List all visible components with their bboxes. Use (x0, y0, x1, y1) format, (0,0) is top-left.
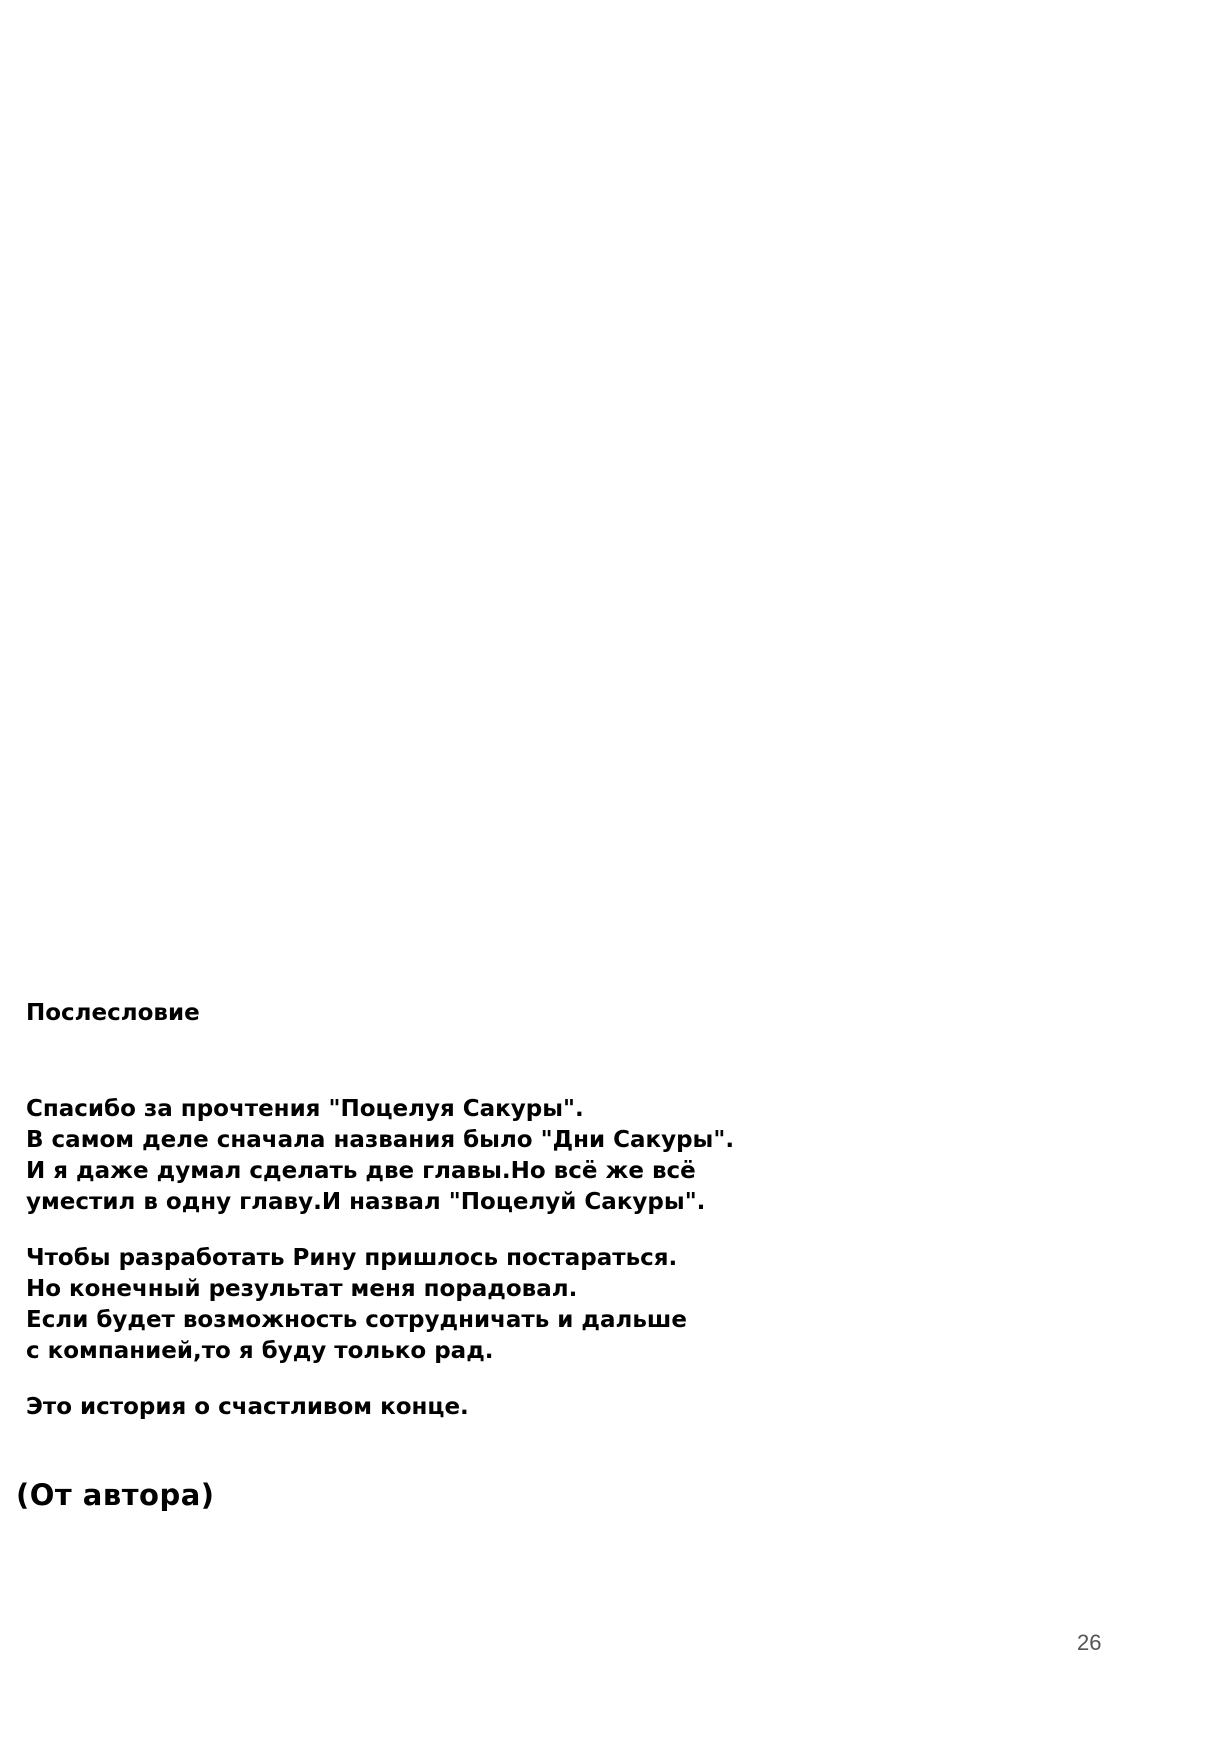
petal-highlight (740, 440, 773, 455)
sakura-petal (480, 730, 620, 870)
petal-highlight (1046, 496, 1078, 510)
sakura-petal (635, 715, 775, 855)
sakura-petal (780, 0, 1020, 195)
petal-highlight (353, 653, 380, 665)
sakura-petal (562, 52, 738, 228)
petal-highlight (168, 63, 195, 75)
afterword-paragraph-1: Спасибо за прочтения "Поцелуя Сакуры". В самом деле сначала названия было "Дни Сакуры". И я даже думал сделать две главы.Но всё же всё уместил в одну главу.И назвал "Поцелуй Сакуры". (26, 1096, 735, 1215)
petal-highlight (591, 631, 620, 644)
sakura-petal (998, 133, 1182, 317)
sakura-petal (995, 445, 1175, 625)
petal-highlight (150, 360, 183, 375)
sakura-petal (365, 290, 575, 500)
sakura-petal (840, 480, 1000, 640)
petal-highlight (612, 102, 644, 116)
afterword-paragraph-2: Чтобы разработать Рину пришлось постараться. Но конечный результат меня порадовал. Если будет возможность сотрудничать и дальше с компанией,то я буду только рад. (26, 1245, 687, 1364)
sakura-petal (680, 545, 830, 695)
petal-highlight (3, 523, 25, 533)
petal-highlight (520, 770, 545, 781)
sakura-petal (75, 680, 255, 860)
petal-highlight (191, 531, 223, 545)
sakura-petal (125, 20, 275, 170)
petal-highlight (891, 671, 923, 685)
author-signature: (От автора) (16, 1478, 215, 1512)
petal-highlight (23, 653, 45, 663)
petal-highlight (844, 299, 883, 316)
page-number: 26 (1077, 1630, 1102, 1655)
petal-highlight (425, 350, 463, 367)
afterword-paragraph-3: Это история о счастливом конце. (26, 1394, 469, 1420)
petal-highlight (264, 574, 286, 584)
sakura-petal (0, 0, 55, 85)
sakura-petal (1025, 635, 1195, 805)
sakura-petal (0, 488, 92, 612)
petal-highlight (886, 526, 915, 539)
petal-highlight (84, 154, 118, 169)
petal-highlight (381, 196, 413, 210)
petal-highlight (675, 755, 700, 766)
sakura-petal (790, 720, 930, 860)
petal-highlight (1050, 185, 1083, 200)
sakura-petal (310, 610, 460, 760)
petal-highlight (830, 760, 855, 771)
petal-highlight (1073, 683, 1104, 697)
sakura-petal (98, 308, 282, 492)
sakura-petal (305, 810, 465, 970)
petal-highlight (723, 588, 750, 600)
afterword-title: Послесловие (26, 1000, 200, 1026)
petal-highlight (126, 731, 158, 745)
petal-highlight (848, 23, 891, 42)
petal-highlight (351, 856, 380, 869)
petal-highlight (538, 243, 565, 255)
